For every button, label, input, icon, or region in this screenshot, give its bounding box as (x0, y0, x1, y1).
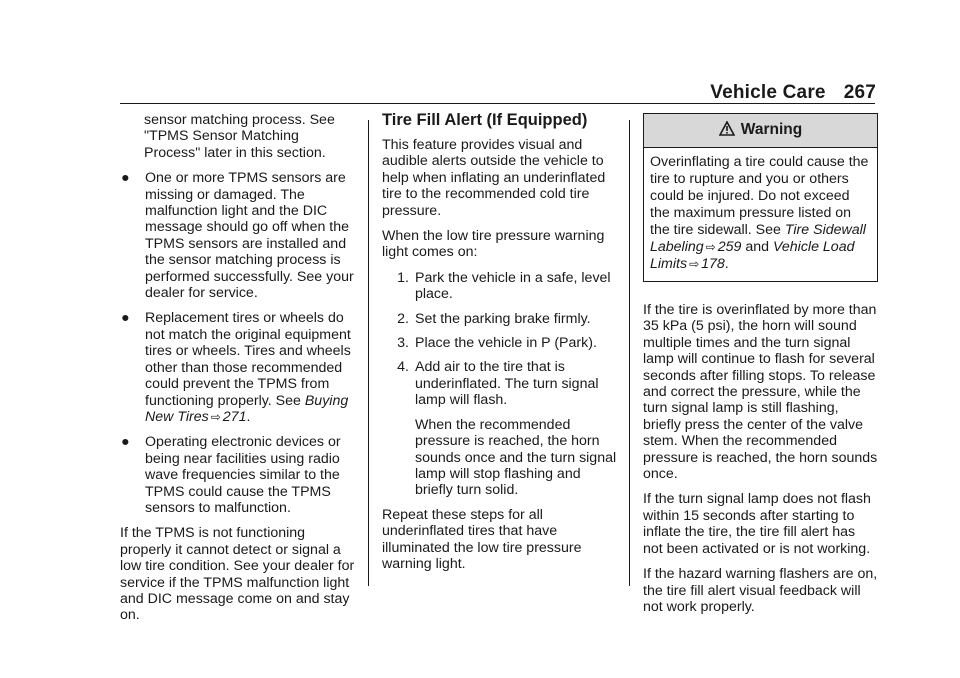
xref-page[interactable]: 271 (222, 408, 247, 425)
section-title: Vehicle Care (710, 82, 826, 103)
list-item (120, 170, 355, 301)
warning-triangle-icon (719, 121, 735, 140)
bullet-body (145, 310, 355, 425)
xref-buying-new-tires[interactable]: Buying New Tires (145, 392, 349, 425)
paragraph: If the hazard warning flashers are on, the tire fill alert visual feedback will not work properly. (643, 566, 878, 615)
step-text: Place the vehicle in P (Park). (415, 335, 597, 352)
bullet-mark: ● (121, 434, 130, 451)
header-rule (120, 103, 875, 104)
closing-paragraph: If the TPMS is not functioning properly it cannot detect or signal a low tire condition. See your dealer for service if the TPMS malfunction light and DIC message come on and stay on. (120, 525, 355, 624)
step-number: 2. (397, 310, 409, 327)
step-number: 4. (397, 359, 409, 376)
warning-and: and (741, 239, 770, 255)
warning-text: Overinflating a tire could cause the tire to rupture and you or others could be injured. Do not exceed the maximum pressure listed on the tire sidewall. See (650, 154, 869, 238)
page-ref-arrow-icon: ⇨ (705, 240, 716, 254)
step-number: 3. (397, 335, 409, 352)
column-3 (643, 113, 878, 624)
list-item (382, 270, 618, 303)
paragraph: If the turn signal lamp does not flash within 15 seconds after starting to inflate the tire, the tire fill alert has not been activated or is not working. (643, 491, 871, 557)
page-ref-arrow-icon: ⇨ (210, 409, 221, 424)
lead-paragraph: When the low tire pressure warning light comes on: (382, 228, 605, 261)
step-text: Park the vehicle in a safe, level place. (415, 269, 611, 303)
warning-header (644, 114, 877, 148)
continued-text: sensor matching process. See "TPMS Sensor Matching Process" later in this section. (144, 112, 335, 161)
warning-body (644, 148, 877, 281)
steps-list (382, 270, 618, 499)
xref-tire-sidewall-labeling[interactable]: Tire Sidewall Labeling (650, 222, 866, 255)
column-2 (382, 110, 618, 581)
bullet-text: One or more TPMS sensors are missing or damaged. The malfunction light and the DIC message should go off when the TPMS sensors are installed and the sensor matching process is performed successfully. See your dealer for service. (145, 170, 354, 302)
list-item (382, 359, 618, 498)
list-item (120, 434, 355, 516)
page-number: 267 (843, 82, 876, 103)
xref-vehicle-load-limits[interactable]: Vehicle Load Limits (650, 239, 855, 272)
column-divider-2 (629, 120, 630, 586)
column-divider-1 (368, 120, 369, 586)
step-extra-text: When the recommended pressure is reached, the horn sounds once and the turn signal lamp will stop flashing and briefly turn solid. (415, 416, 617, 499)
page-ref-arrow-icon: ⇨ (689, 257, 700, 271)
list-item (382, 335, 618, 351)
bullet-mark: ● (121, 170, 130, 187)
step-text: Add air to the tire that is underinflated. The turn signal lamp will flash. (415, 359, 599, 409)
step-number: 1. (397, 269, 409, 286)
warning-title: Warning (740, 121, 803, 139)
closing-paragraph: Repeat these steps for all underinflated tires that have illuminated the low tire pressure warning light. (382, 506, 582, 572)
intro-paragraph: This feature provides visual and audible alerts outside the vehicle to help when inflating an underinflated tire to the recommended cold tire pressure. (382, 137, 606, 219)
column-1 (120, 112, 355, 633)
list-item (120, 310, 355, 425)
page-header (710, 82, 876, 104)
list-item (382, 311, 618, 327)
bullet-mark: ● (121, 310, 130, 327)
warning-end: . (724, 256, 729, 272)
bullet-text: Operating electronic devices or being near facilities using radio wave frequencies similar to the TPMS could cause the TPMS sensors to malfunction. (145, 434, 341, 516)
paragraph: If the tire is overinflated by more than 35 kPa (5 psi), the horn will sound multiple times and the turn signal lamp will continue to flash for several seconds after filling stops. To release and correct the pressure, while the turn signal lamp is still flashing, briefly press the center of the valve stem. When the recommended pressure is reached, the horn sounds once. (643, 302, 878, 483)
step-text: Set the parking brake firmly. (415, 310, 591, 327)
bullet-end: . (246, 408, 251, 425)
xref-page[interactable]: 259 (717, 239, 742, 255)
xref-page[interactable]: 178 (701, 256, 725, 272)
step-body (415, 359, 618, 498)
bullet-text: Replacement tires or wheels do not match the original equipment tires or wheels. Tires and wheels other than those recommended could prevent the TPMS from functioning properly. See (145, 310, 351, 409)
section-heading: Tire Fill Alert (If Equipped) (382, 111, 588, 129)
warning-box (643, 113, 878, 282)
